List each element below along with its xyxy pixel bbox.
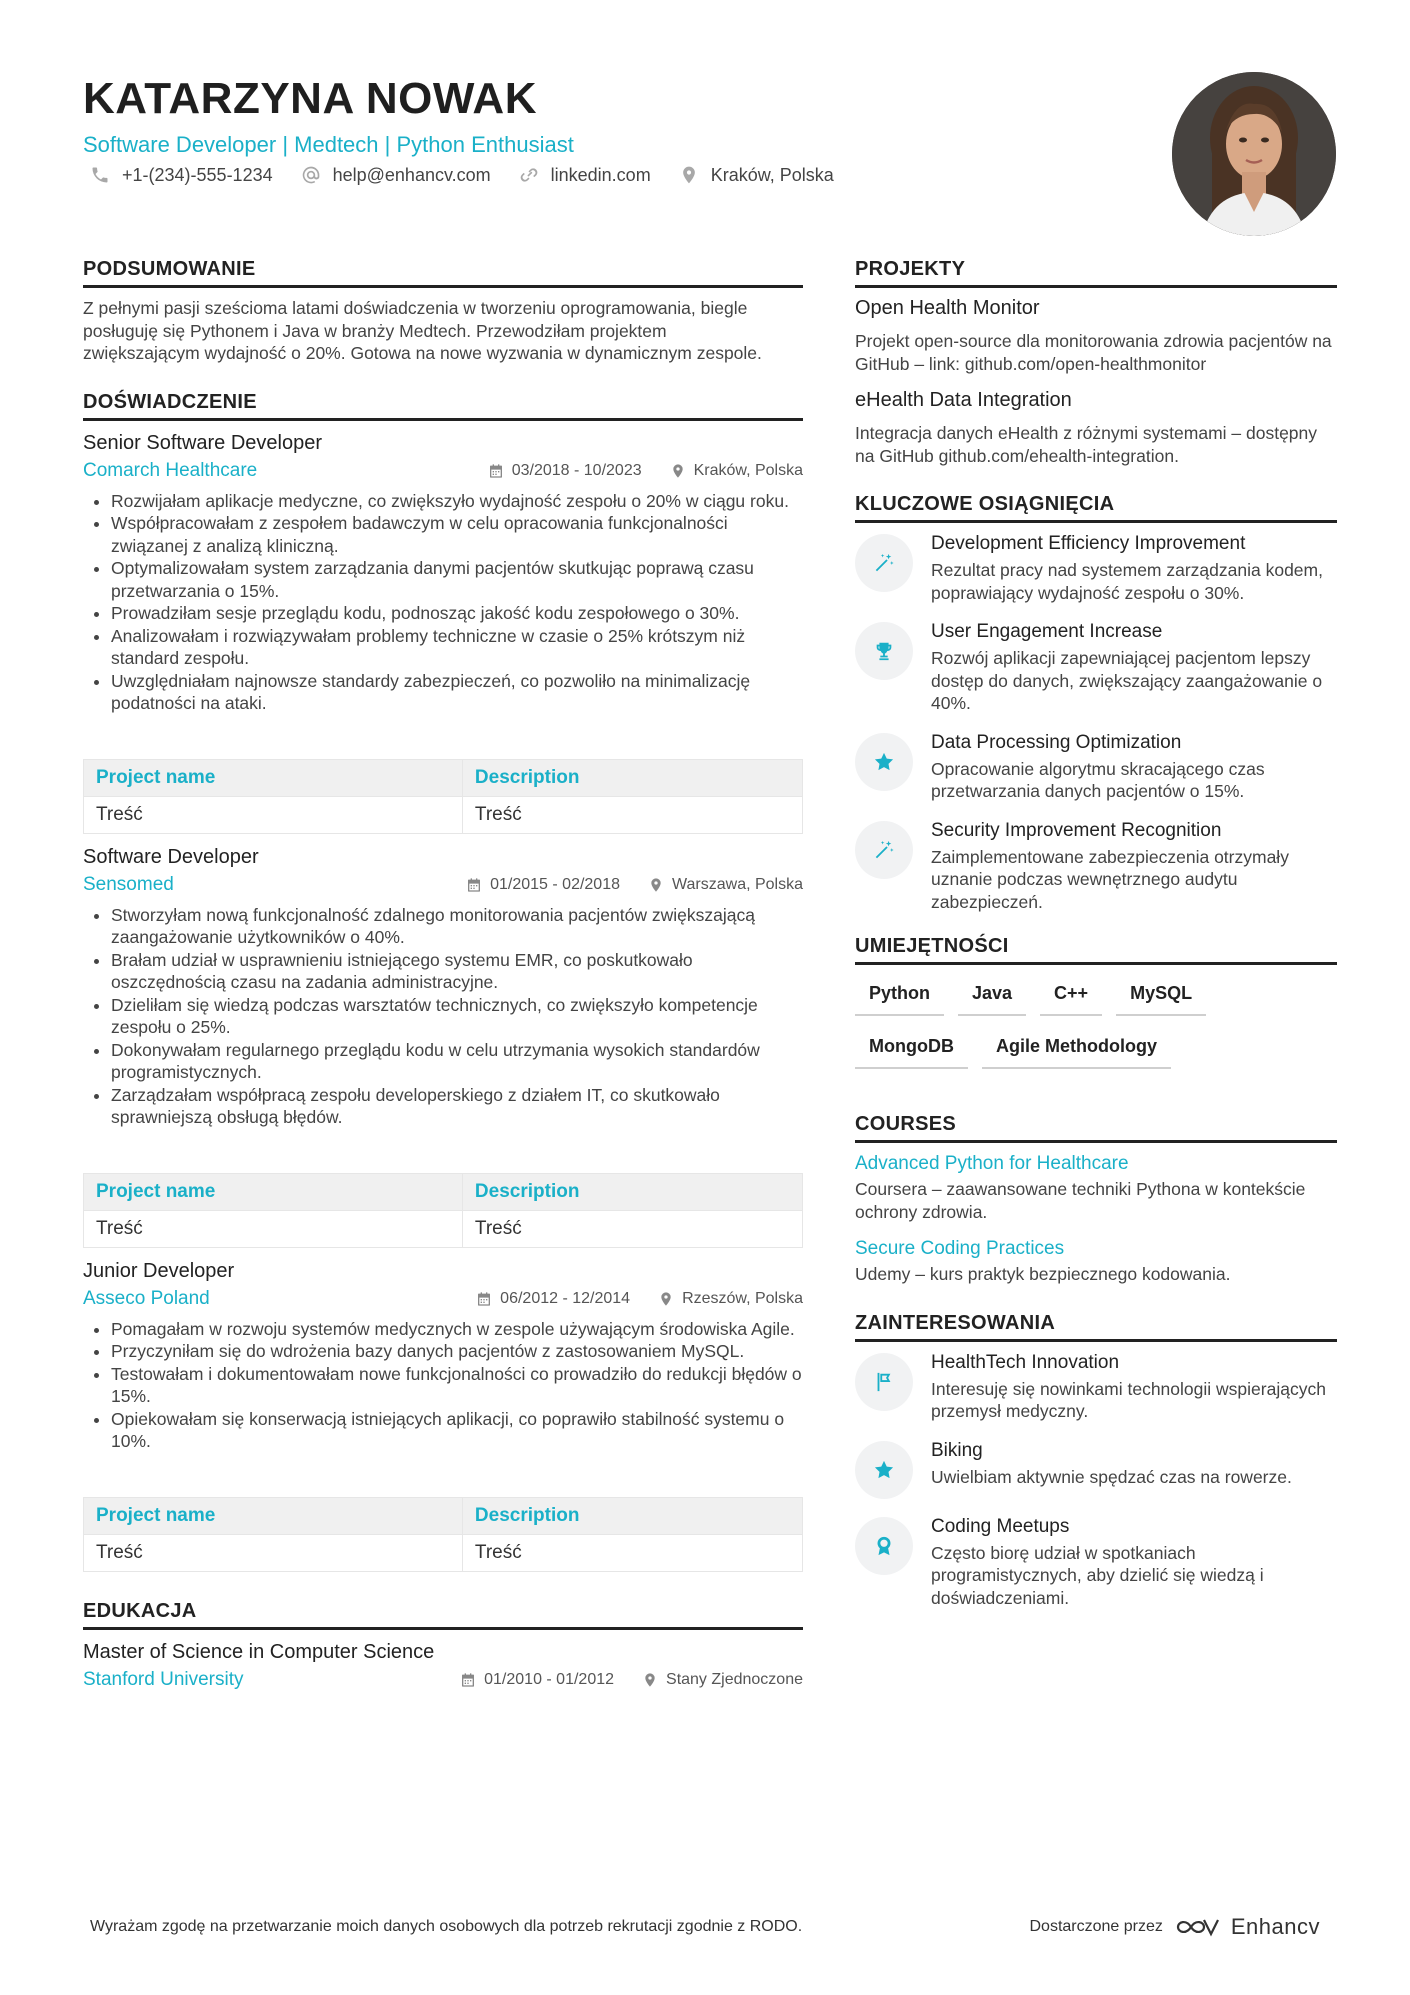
link-icon: [519, 165, 539, 185]
projects-title: PROJEKTY: [855, 258, 1337, 288]
job-bullets: [83, 1318, 803, 1453]
bullet-item: • Analizowałam i rozwiązywałam problemy techniczne w czasie o 25% krótszym niż standard zespołu.: [111, 625, 803, 670]
job-role: Senior Software Developer: [83, 431, 323, 454]
contact-email[interactable]: [301, 162, 491, 188]
headline: Software Developer | Medtech | Python Enthusiast: [83, 132, 574, 157]
contact-phone[interactable]: [90, 162, 273, 188]
achievements-section: [855, 493, 1337, 913]
calendar-icon: [466, 877, 482, 893]
skills-title: UMIEJĘTNOŚCI: [855, 935, 1337, 965]
education-school: Stanford University: [83, 1668, 244, 1690]
location-icon: [679, 165, 699, 185]
courses-title: COURSES: [855, 1113, 1337, 1143]
consent-text: Wyrażam zgodę na przetwarzanie moich danych osobowych dla potrzeb rekrutacji zgodnie z RODO.: [90, 1918, 803, 1935]
achievement-text: Zaimplementowane zabezpieczenia otrzymały uznanie podczas wewnętrznego audytu zabezpieczeń.: [931, 846, 1289, 912]
table-header-project: Project name: [84, 759, 463, 796]
achievement-title: Data Processing Optimization: [931, 731, 1182, 753]
email-text: help@enhancv.com: [332, 164, 491, 185]
summary-text: Z pełnymi pasji sześcioma latami doświadczenia w tworzeniu oprogramowania, biegle posługuję się Pythonem i Java w branży Medtech. Przewodziłam projektem zwiększającym wydajność o 20%. Gotowa na nowe wyzwania w dynamicznym zespole.: [83, 298, 762, 363]
summary-section: [83, 258, 803, 365]
magic-wand-icon: [873, 839, 895, 861]
achievement-text: Rezultat pracy nad systemem zarządzania kodem, poprawiający wydajność zespołu o 30%.: [931, 560, 1323, 603]
job-location: Warszawa, Polska: [672, 875, 803, 893]
achievement-text: Rozwój aplikacji zapewniającej pacjentom lepszy dostęp do danych, zwiększający zaangażowanie o 40%.: [931, 648, 1323, 713]
skill-tag: MySQL: [1116, 977, 1206, 1016]
location-icon: [648, 877, 664, 893]
profile-photo: [1172, 72, 1336, 236]
job-dates: 06/2012 - 12/2014: [500, 1289, 631, 1307]
job-dates: 03/2018 - 10/2023: [511, 461, 642, 479]
linkedin-text: linkedin.com: [550, 164, 651, 185]
interest-title: HealthTech Innovation: [931, 1351, 1120, 1373]
location-text: Kraków, Polska: [710, 164, 834, 185]
table-cell: Treść: [462, 1210, 802, 1247]
table-header-description: Description: [462, 1173, 802, 1210]
interest-item: [855, 1439, 1337, 1499]
achievement-title: User Engagement Increase: [931, 621, 1163, 642]
achievement-item: [855, 819, 1337, 914]
projects-section: [855, 258, 1337, 467]
star-icon: [873, 1459, 895, 1481]
project-table: [83, 759, 803, 834]
contact-linkedin[interactable]: [519, 162, 651, 188]
brand-block[interactable]: [1029, 1914, 1320, 1940]
job-location: Rzeszów, Polska: [682, 1289, 803, 1307]
bullet-item: • Stworzyłam nową funkcjonalność zdalnego monitorowania pacjentów zwiększającą zaangażowanie użytkowników o 40%.: [111, 904, 803, 949]
enhancv-logo-icon: [1175, 1916, 1221, 1938]
powered-by-text: Dostarczone przez: [1029, 1918, 1163, 1935]
project-table: [83, 1173, 803, 1248]
experience-title: DOŚWIADCZENIE: [83, 391, 803, 421]
calendar-icon: [476, 1291, 492, 1307]
table-cell: Treść: [462, 796, 802, 833]
education-title: EDUKACJA: [83, 1600, 803, 1630]
contact-bar: [90, 162, 862, 188]
education-location: Stany Zjednoczone: [666, 1670, 803, 1688]
flag-icon: [873, 1371, 895, 1393]
achievements-title: KLUCZOWE OSIĄGNIĘCIA: [855, 493, 1337, 523]
interest-title: Biking: [931, 1439, 983, 1461]
experience-section: [83, 391, 803, 1572]
achievement-item: [855, 731, 1337, 803]
course-name: Advanced Python for Healthcare: [855, 1153, 1129, 1174]
achievement-item: [855, 532, 1337, 604]
interest-text: Uwielbiam aktywnie spędzać czas na rowerze.: [931, 1466, 1292, 1487]
achievement-title: Development Efficiency Improvement: [931, 533, 1246, 554]
bullet-item: • Dokonywałam regularnego przeglądu kodu w celu utrzymania wysokich standardów programistycznych.: [111, 1039, 803, 1084]
skill-tag: Python: [855, 977, 944, 1016]
bullet-item: • Prowadziłam sesje przeglądu kodu, podnosząc jakość kodu zespołowego o 30%.: [111, 602, 803, 625]
bullet-item: • Opiekowałam się konserwacją istniejących aplikacji, co poprawiło stabilność systemu o 10%.: [111, 1408, 803, 1453]
table-cell: Treść: [462, 1534, 802, 1571]
interests-title: ZAINTERESOWANIA: [855, 1312, 1337, 1342]
project-table: [83, 1497, 803, 1572]
table-header-description: Description: [462, 1497, 802, 1534]
job-company: Asseco Poland: [83, 1287, 210, 1309]
job-company: Sensomed: [83, 873, 174, 895]
project-name: Open Health Monitor: [855, 297, 1040, 319]
bullet-item: • Brałam udział w usprawnieniu istniejącego systemu EMR, co poskutkowało oszczędnością czasu na zadania administracyjne.: [111, 949, 803, 994]
project-text: Projekt open-source dla monitorowania zdrowia pacjentów na GitHub – link: github.com/open-healthmonitor: [855, 331, 1332, 374]
at-icon: [301, 165, 321, 185]
bullet-item: • Testowałam i dokumentowałam nowe funkcjonalności co prowadziło do redukcji błędów o 15%.: [111, 1363, 803, 1408]
footer: [90, 1914, 1320, 1940]
course-text: Coursera – zaawansowane techniki Pythona w kontekście ochrony zdrowia.: [855, 1179, 1306, 1222]
table-cell: Treść: [84, 796, 463, 833]
location-icon: [642, 1672, 658, 1688]
interest-item: [855, 1351, 1337, 1423]
table-header-description: Description: [462, 759, 802, 796]
magic-wand-icon: [873, 552, 895, 574]
calendar-icon: [488, 463, 504, 479]
interest-item: [855, 1515, 1337, 1610]
trophy-icon: [873, 640, 895, 662]
interest-text: Interesuję się nowinkami technologii wspierających przemysł medyczny.: [931, 1378, 1326, 1421]
bullet-item: • Dzieliłam się wiedzą podczas warsztatów technicznych, co zwiększyło kompetencje zespołu o 25%.: [111, 994, 803, 1039]
right-column: [855, 258, 1337, 1625]
skills-list: [855, 977, 1337, 1083]
table-cell: Treść: [84, 1210, 463, 1247]
education-section: [83, 1600, 803, 1695]
bullet-item: • Rozwijałam aplikacje medyczne, co zwiększyło wydajność zespołu o 20% w ciągu roku.: [111, 490, 803, 513]
bullet-item: • Uwzględniałam najnowsze standardy zabezpieczeń, co pozwoliło na minimalizację podatności na ataki.: [111, 670, 803, 715]
star-icon: [873, 751, 895, 773]
education-dates: 01/2010 - 01/2012: [484, 1670, 615, 1688]
achievement-title: Security Improvement Recognition: [931, 819, 1222, 841]
job-bullets: [83, 490, 803, 715]
table-cell: Treść: [84, 1534, 463, 1571]
calendar-icon: [460, 1672, 476, 1688]
left-column: [83, 258, 803, 1695]
job-entry: [83, 844, 803, 1248]
courses-section: [855, 1113, 1337, 1286]
job-location: Kraków, Polska: [693, 461, 803, 479]
location-icon: [658, 1291, 674, 1307]
interest-title: Coding Meetups: [931, 1515, 1070, 1537]
job-entry: [83, 430, 803, 834]
table-header-project: Project name: [84, 1173, 463, 1210]
skill-tag: Java: [958, 977, 1026, 1016]
skill-tag: MongoDB: [855, 1030, 968, 1069]
bullet-item: • Przyczyniłam się do wdrożenia bazy danych pacjentów z zastosowaniem MySQL.: [111, 1340, 803, 1363]
education-degree: Master of Science in Computer Science: [83, 1640, 435, 1663]
skill-tag: C++: [1040, 977, 1102, 1016]
brand-name: Enhancv: [1230, 1914, 1320, 1939]
job-entry: [83, 1258, 803, 1572]
job-role: Junior Developer: [83, 1259, 235, 1282]
bullet-item: • Pomagałam w rozwoju systemów medycznych w zespole używającym środowiska Agile.: [111, 1318, 803, 1341]
summary-title: PODSUMOWANIE: [83, 258, 803, 288]
table-header-project: Project name: [84, 1497, 463, 1534]
job-dates: 01/2015 - 02/2018: [490, 875, 620, 893]
project-text: Integracja danych eHealth z różnymi systemami – dostępny na GitHub github.com/ehealth-integration.: [855, 423, 1318, 466]
bullet-item: • Zarządzałam współpracą zespołu developerskiego z działem IT, co skutkowało sprawniejszą obsługą błędów.: [111, 1084, 803, 1129]
job-role: Software Developer: [83, 845, 259, 868]
course-text: Udemy – kurs praktyk bezpiecznego kodowania.: [855, 1264, 1231, 1284]
phone-icon: [90, 165, 110, 185]
bullet-item: • Optymalizowałam system zarządzania danymi pacjentów skutkując poprawą czasu przetwarzania o 15%.: [111, 557, 803, 602]
award-icon: [873, 1535, 895, 1557]
bullet-item: • Współpracowałam z zespołem badawczym w celu opracowania funkcjonalności związanej z analizą kliniczną.: [111, 512, 803, 557]
interest-text: Często biorę udział w spotkaniach programistycznych, aby dzielić się wiedzą i doświadczeniami.: [931, 1542, 1264, 1608]
location-icon: [670, 463, 686, 479]
phone-text: +1-(234)-555-1234: [122, 164, 273, 185]
achievement-item: [855, 620, 1337, 715]
candidate-name: KATARZYNA NOWAK: [83, 74, 537, 123]
skills-section: [855, 935, 1337, 1083]
achievement-text: Opracowanie algorytmu skracającego czas przetwarzania danych pacjentów o 15%.: [931, 758, 1265, 801]
skill-tag: Agile Methodology: [982, 1030, 1171, 1069]
interests-section: [855, 1312, 1337, 1610]
job-company: Comarch Healthcare: [83, 459, 258, 481]
project-name: eHealth Data Integration: [855, 389, 1072, 411]
job-bullets: [83, 904, 803, 1129]
course-name: Secure Coding Practices: [855, 1238, 1065, 1259]
contact-location: [679, 162, 834, 188]
